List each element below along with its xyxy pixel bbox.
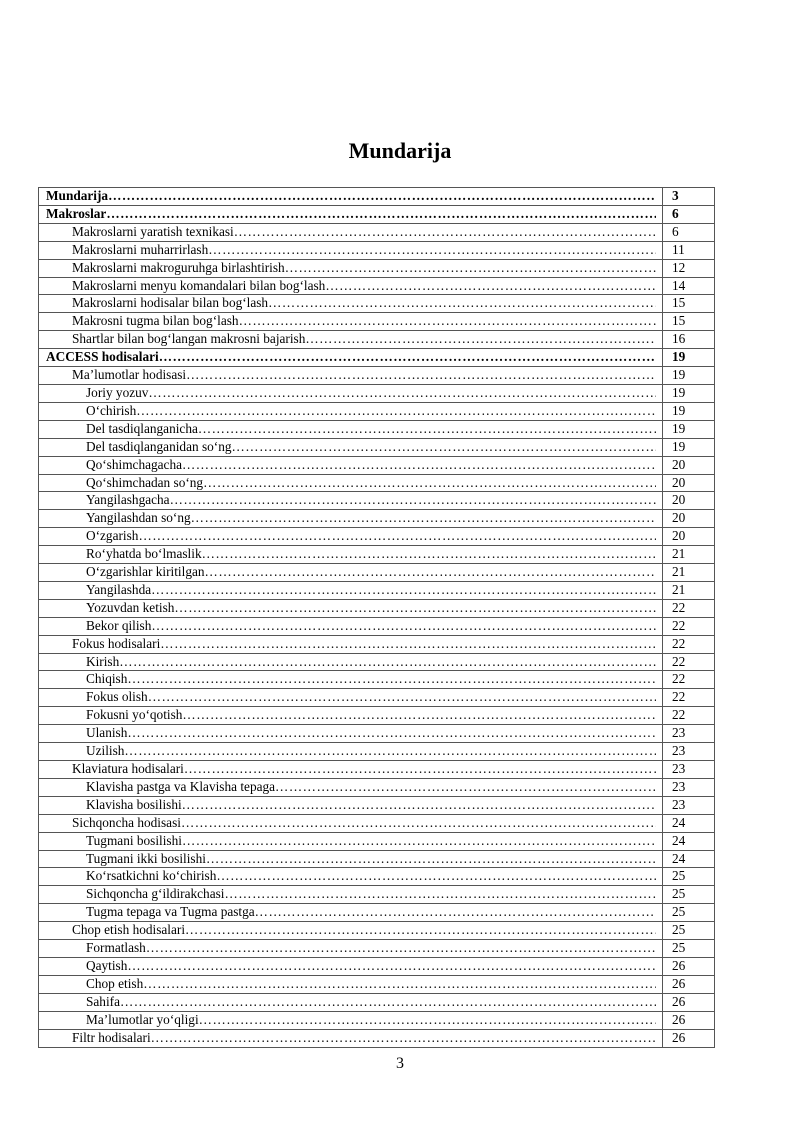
toc-entry-label: ACCESS hodisalari <box>46 349 159 365</box>
toc-entry-label: Makrosni tugma bilan bog‘lash <box>72 313 239 329</box>
toc-entry-cell <box>39 546 663 564</box>
dot-leader <box>120 994 656 1011</box>
dot-leader <box>151 1030 656 1047</box>
dot-leader <box>208 242 656 259</box>
toc-entry-cell <box>39 456 663 474</box>
toc-entry <box>39 224 662 241</box>
dot-leader <box>138 528 656 545</box>
toc-entry-cell <box>39 205 663 223</box>
toc-entry <box>39 1012 662 1029</box>
toc-entry <box>39 295 662 312</box>
page-number: 3 <box>396 1055 404 1072</box>
toc-row <box>39 635 715 653</box>
toc-entry-label: Klaviatura hodisalari <box>72 761 184 776</box>
dot-leader <box>205 564 656 581</box>
toc-page-number: 16 <box>663 331 715 349</box>
toc-entry <box>39 421 662 438</box>
toc-row <box>39 922 715 940</box>
toc-entry <box>39 260 662 277</box>
toc-entry-cell <box>39 957 663 975</box>
toc-entry-label: Ro‘yhatda bo‘lmaslik <box>86 546 202 562</box>
toc-entry-cell <box>39 993 663 1011</box>
dot-leader <box>170 492 656 509</box>
toc-row <box>39 474 715 492</box>
toc-entry <box>39 636 662 653</box>
toc-entry-cell <box>39 761 663 779</box>
toc-entry <box>39 385 662 402</box>
toc-entry-label: Fokusni yo‘qotish <box>86 707 183 723</box>
toc-entry-cell <box>39 277 663 295</box>
toc-entry <box>39 922 662 939</box>
toc-page-number: 26 <box>663 957 715 975</box>
dot-leader <box>136 403 656 420</box>
toc-entry-cell <box>39 420 663 438</box>
toc-entry-cell <box>39 814 663 832</box>
toc-entry <box>39 689 662 706</box>
toc-page-number: 20 <box>663 528 715 546</box>
toc-entry-label: Qo‘shimchagacha <box>86 456 182 472</box>
toc-entry-cell <box>39 384 663 402</box>
toc-entry-cell <box>39 528 663 546</box>
dot-leader <box>182 457 656 474</box>
dot-leader <box>119 654 656 671</box>
toc-entry-label: Sichqoncha hodisasi <box>72 814 181 830</box>
toc-row <box>39 1011 715 1029</box>
toc-entry-label: Chop etish <box>86 975 144 991</box>
dot-leader <box>285 260 656 277</box>
dot-leader <box>199 1012 656 1029</box>
toc-row <box>39 564 715 582</box>
toc-row <box>39 940 715 958</box>
toc-entry <box>39 600 662 617</box>
toc-page-number: 22 <box>663 635 715 653</box>
toc-entry-label: Kirish <box>86 653 120 669</box>
dot-leader <box>182 833 656 850</box>
toc-entry-cell <box>39 367 663 385</box>
toc-entry-cell <box>39 510 663 528</box>
toc-entry-cell <box>39 725 663 743</box>
toc-page-number: 22 <box>663 653 715 671</box>
dot-leader <box>203 475 656 492</box>
toc-row <box>39 277 715 295</box>
toc-entry <box>39 761 662 778</box>
toc-page-number: 25 <box>663 868 715 886</box>
toc-row <box>39 546 715 564</box>
toc-entry-label: Chop etish hodisalari <box>72 922 186 938</box>
toc-row <box>39 492 715 510</box>
toc-entry-label: Ko‘rsatkichni ko‘chirish <box>86 868 217 884</box>
toc-row <box>39 528 715 546</box>
toc-entry-cell <box>39 599 663 617</box>
toc-entry-label: Makroslarni makroguruhga birlashtirish <box>72 259 285 275</box>
dot-leader <box>182 797 656 814</box>
toc-row <box>39 259 715 277</box>
toc-entry-label: Ma’lumotlar hodisasi <box>72 367 187 383</box>
toc-entry-cell <box>39 223 663 241</box>
toc-page-number: 21 <box>663 564 715 582</box>
toc-entry <box>39 707 662 724</box>
toc-entry <box>39 958 662 975</box>
toc-entry-label: Del tasdiqlanganidan so‘ng <box>86 438 232 454</box>
toc-entry <box>39 528 662 545</box>
toc-entry <box>39 349 662 366</box>
toc-row <box>39 778 715 796</box>
toc-entry-label: Uzilish <box>86 743 125 759</box>
toc-page-number: 19 <box>663 349 715 367</box>
toc-row <box>39 205 715 223</box>
toc-entry-cell <box>39 492 663 510</box>
toc-row <box>39 796 715 814</box>
toc-page-number: 20 <box>663 474 715 492</box>
dot-leader <box>305 331 656 348</box>
toc-page-number: 15 <box>663 295 715 313</box>
toc-entry-label: Yozuvdan ketish <box>86 599 175 615</box>
toc-page-number: 21 <box>663 546 715 564</box>
toc-entry-cell <box>39 922 663 940</box>
toc-row <box>39 188 715 206</box>
toc-row <box>39 295 715 313</box>
toc-entry-label: Filtr hodisalari <box>72 1029 151 1045</box>
toc-page-number: 22 <box>663 617 715 635</box>
toc-entry-cell <box>39 689 663 707</box>
toc-entry <box>39 797 662 814</box>
toc-entry <box>39 618 662 635</box>
dot-leader <box>234 224 656 241</box>
toc-entry-label: Shartlar bilan bog‘langan makrosni bajarish <box>72 331 306 347</box>
toc-row <box>39 886 715 904</box>
toc-row <box>39 438 715 456</box>
toc-page-number: 23 <box>663 743 715 761</box>
toc-entry-label: Makroslarni muharrirlash <box>72 241 209 257</box>
toc-row <box>39 832 715 850</box>
toc-entry <box>39 242 662 259</box>
toc-entry-label: Makroslarni yaratish texnikasi <box>72 223 234 239</box>
toc-entry <box>39 904 662 921</box>
dot-leader <box>216 868 656 885</box>
dot-leader <box>182 707 656 724</box>
dot-leader <box>224 886 656 903</box>
toc-entry <box>39 367 662 384</box>
toc-entry <box>39 940 662 957</box>
dot-leader <box>206 851 656 868</box>
toc-row <box>39 814 715 832</box>
dot-leader <box>108 188 656 205</box>
toc-entry <box>39 815 662 832</box>
toc-entry <box>39 457 662 474</box>
toc-entry-cell <box>39 581 663 599</box>
toc-page-number: 6 <box>663 223 715 241</box>
dot-leader <box>146 940 656 957</box>
toc-row <box>39 725 715 743</box>
toc-entry-label: Klavisha pastga va Klavisha tepaga <box>86 778 276 794</box>
toc-page-number: 26 <box>663 993 715 1011</box>
toc-row <box>39 384 715 402</box>
toc-entry-cell <box>39 188 663 206</box>
dot-leader <box>148 689 656 706</box>
toc-page-number: 26 <box>663 1029 715 1047</box>
toc-row <box>39 743 715 761</box>
toc-entry-label: Yangilashgacha <box>86 492 170 508</box>
toc-entry-cell <box>39 241 663 259</box>
dot-leader <box>124 743 656 760</box>
toc-entry <box>39 313 662 330</box>
toc-entry <box>39 564 662 581</box>
dot-leader <box>255 904 656 921</box>
dot-leader <box>268 295 656 312</box>
toc-row <box>39 904 715 922</box>
toc-page-number: 20 <box>663 510 715 528</box>
dot-leader <box>185 922 656 939</box>
toc-page-number: 19 <box>663 402 715 420</box>
toc-entry-cell <box>39 349 663 367</box>
dot-leader <box>159 349 656 366</box>
toc-entry-cell <box>39 331 663 349</box>
toc-entry <box>39 976 662 993</box>
toc-entry-cell <box>39 295 663 313</box>
toc-entry-cell <box>39 1011 663 1029</box>
dot-leader <box>174 600 656 617</box>
toc-entry-cell <box>39 850 663 868</box>
toc-page-number: 23 <box>663 796 715 814</box>
toc-page-number: 19 <box>663 420 715 438</box>
toc-page-number: 19 <box>663 438 715 456</box>
dot-leader <box>232 439 657 456</box>
toc-entry <box>39 671 662 688</box>
toc-entry-label: O‘zgarish <box>86 528 139 544</box>
toc-entry-label: Yangilashdan so‘ng <box>86 510 191 526</box>
dot-leader <box>143 976 656 993</box>
dot-leader <box>181 815 656 832</box>
toc-row <box>39 313 715 331</box>
toc-page-number: 19 <box>663 384 715 402</box>
toc-entry-label: Qo‘shimchadan so‘ng <box>86 474 204 490</box>
toc-entry-label: Fokus olish <box>86 689 148 705</box>
toc-page-number: 14 <box>663 277 715 295</box>
toc-page-number: 20 <box>663 456 715 474</box>
toc-entry-label: Ma’lumotlar yo‘qligi <box>86 1011 199 1027</box>
toc-entry-label: Tugma tepaga va Tugma pastga <box>86 904 255 920</box>
dot-leader <box>186 367 656 384</box>
dot-leader <box>151 618 656 635</box>
toc-page-number: 22 <box>663 671 715 689</box>
toc-entry <box>39 994 662 1011</box>
toc-entry <box>39 582 662 599</box>
toc-entry-label: Makroslarni menyu komandalari bilan bog‘lash <box>72 277 326 293</box>
toc-page-number: 25 <box>663 922 715 940</box>
toc-row <box>39 367 715 385</box>
toc-entry <box>39 510 662 527</box>
toc-entry <box>39 546 662 563</box>
toc-entry <box>39 439 662 456</box>
toc-entry-cell <box>39 671 663 689</box>
toc-page-number: 21 <box>663 581 715 599</box>
toc-page-number: 22 <box>663 707 715 725</box>
toc-entry <box>39 725 662 742</box>
toc-row <box>39 581 715 599</box>
toc-entry-label: Sahifa <box>86 993 120 1009</box>
toc-entry-label: O‘zgarishlar kiritilgan <box>86 564 205 580</box>
toc-entry-label: Yangilashda <box>86 581 152 597</box>
toc-entry-cell <box>39 832 663 850</box>
toc-entry <box>39 475 662 492</box>
toc-row <box>39 957 715 975</box>
toc-page-number: 19 <box>663 367 715 385</box>
toc-entry <box>39 1030 662 1047</box>
toc-row <box>39 868 715 886</box>
toc-entry-cell <box>39 438 663 456</box>
toc-entry-cell <box>39 402 663 420</box>
toc-page-number: 25 <box>663 940 715 958</box>
toc-page-number: 15 <box>663 313 715 331</box>
toc-entry <box>39 886 662 903</box>
toc-row <box>39 689 715 707</box>
toc-entry-cell <box>39 259 663 277</box>
toc-page-number: 23 <box>663 778 715 796</box>
toc-entry <box>39 492 662 509</box>
toc-entry-cell <box>39 904 663 922</box>
dot-leader <box>127 958 656 975</box>
dot-leader <box>239 313 656 330</box>
toc-entry-label: Mundarija <box>46 188 109 203</box>
toc-entry-label: Joriy yozuv <box>86 384 149 400</box>
dot-leader <box>184 761 656 778</box>
toc-page-number: 26 <box>663 1011 715 1029</box>
dot-leader <box>106 206 656 223</box>
toc-entry-label: Tugmani ikki bosilishi <box>86 850 206 866</box>
dot-leader <box>148 385 656 402</box>
toc-entry-cell <box>39 868 663 886</box>
toc-row <box>39 241 715 259</box>
toc-page-number: 12 <box>663 259 715 277</box>
toc-page-number: 24 <box>663 832 715 850</box>
toc-row <box>39 617 715 635</box>
toc-entry <box>39 403 662 420</box>
toc-row <box>39 653 715 671</box>
toc-row <box>39 331 715 349</box>
dot-leader <box>325 278 656 295</box>
toc-entry-label: Qaytish <box>86 957 128 973</box>
toc-entry <box>39 206 662 223</box>
toc-entry-label: Klavisha bosilishi <box>86 796 182 812</box>
toc-row <box>39 850 715 868</box>
toc-entry-cell <box>39 617 663 635</box>
toc-entry-label: Ulanish <box>86 725 128 741</box>
toc-entry <box>39 833 662 850</box>
toc-page-number: 23 <box>663 725 715 743</box>
toc-entry-cell <box>39 707 663 725</box>
toc-page-number: 23 <box>663 761 715 779</box>
toc-row <box>39 671 715 689</box>
toc-entry-cell <box>39 886 663 904</box>
toc-entry <box>39 851 662 868</box>
dot-leader <box>151 582 656 599</box>
toc-entry-label: Tugmani bosilishi <box>86 832 182 848</box>
toc-row <box>39 707 715 725</box>
toc-page-number: 22 <box>663 689 715 707</box>
toc-entry <box>39 188 662 205</box>
toc-entry-label: Fokus hodisalari <box>72 635 161 651</box>
dot-leader <box>191 510 656 527</box>
toc-row <box>39 402 715 420</box>
toc-row <box>39 510 715 528</box>
toc-page-number: 22 <box>663 599 715 617</box>
toc-entry-label: Sichqoncha g‘ildirakchasi <box>86 886 225 902</box>
toc-row <box>39 1029 715 1047</box>
toc-entry-label: Formatlash <box>86 940 146 956</box>
toc-page-number: 25 <box>663 886 715 904</box>
toc-page-number: 20 <box>663 492 715 510</box>
toc-entry <box>39 278 662 295</box>
dot-leader <box>198 421 656 438</box>
toc-entry <box>39 868 662 885</box>
dot-leader <box>127 671 656 688</box>
toc-row <box>39 349 715 367</box>
toc-entry <box>39 654 662 671</box>
toc-entry <box>39 331 662 348</box>
toc-entry-label: Del tasdiqlanganicha <box>86 420 198 436</box>
toc-entry-label: Makroslar <box>46 205 107 221</box>
toc-entry-cell <box>39 313 663 331</box>
toc-entry-cell <box>39 474 663 492</box>
toc-entry-cell <box>39 778 663 796</box>
toc-entry-label: O‘chirish <box>86 402 137 418</box>
toc-page-number: 25 <box>663 904 715 922</box>
toc-entry-cell <box>39 635 663 653</box>
dot-leader <box>275 779 656 796</box>
dot-leader <box>160 636 656 653</box>
toc-page-number: 3 <box>663 188 715 206</box>
toc-entry-label: Makroslarni hodisalar bilan bog‘lash <box>72 295 269 311</box>
toc-row <box>39 456 715 474</box>
toc-entry-cell <box>39 743 663 761</box>
toc-entry-cell <box>39 564 663 582</box>
toc-entry-cell <box>39 653 663 671</box>
toc-page-number: 11 <box>663 241 715 259</box>
toc-row <box>39 420 715 438</box>
toc-entry-cell <box>39 940 663 958</box>
dot-leader <box>127 725 656 742</box>
toc-entry-label: Bekor qilish <box>86 617 152 633</box>
toc-page-number: 24 <box>663 850 715 868</box>
toc-row <box>39 975 715 993</box>
toc-row <box>39 993 715 1011</box>
toc-entry-cell <box>39 1029 663 1047</box>
table-of-contents <box>38 187 715 1048</box>
toc-page-number: 6 <box>663 205 715 223</box>
toc-row <box>39 599 715 617</box>
toc-entry-cell <box>39 796 663 814</box>
page-title: Mundarija <box>348 138 452 163</box>
toc-row <box>39 761 715 779</box>
dot-leader <box>202 546 656 563</box>
toc-entry <box>39 743 662 760</box>
toc-entry <box>39 779 662 796</box>
toc-entry-label: Chiqish <box>86 671 128 687</box>
toc-page-number: 26 <box>663 975 715 993</box>
toc-entry-cell <box>39 975 663 993</box>
toc-row <box>39 223 715 241</box>
toc-body <box>39 188 715 1048</box>
toc-page-number: 24 <box>663 814 715 832</box>
